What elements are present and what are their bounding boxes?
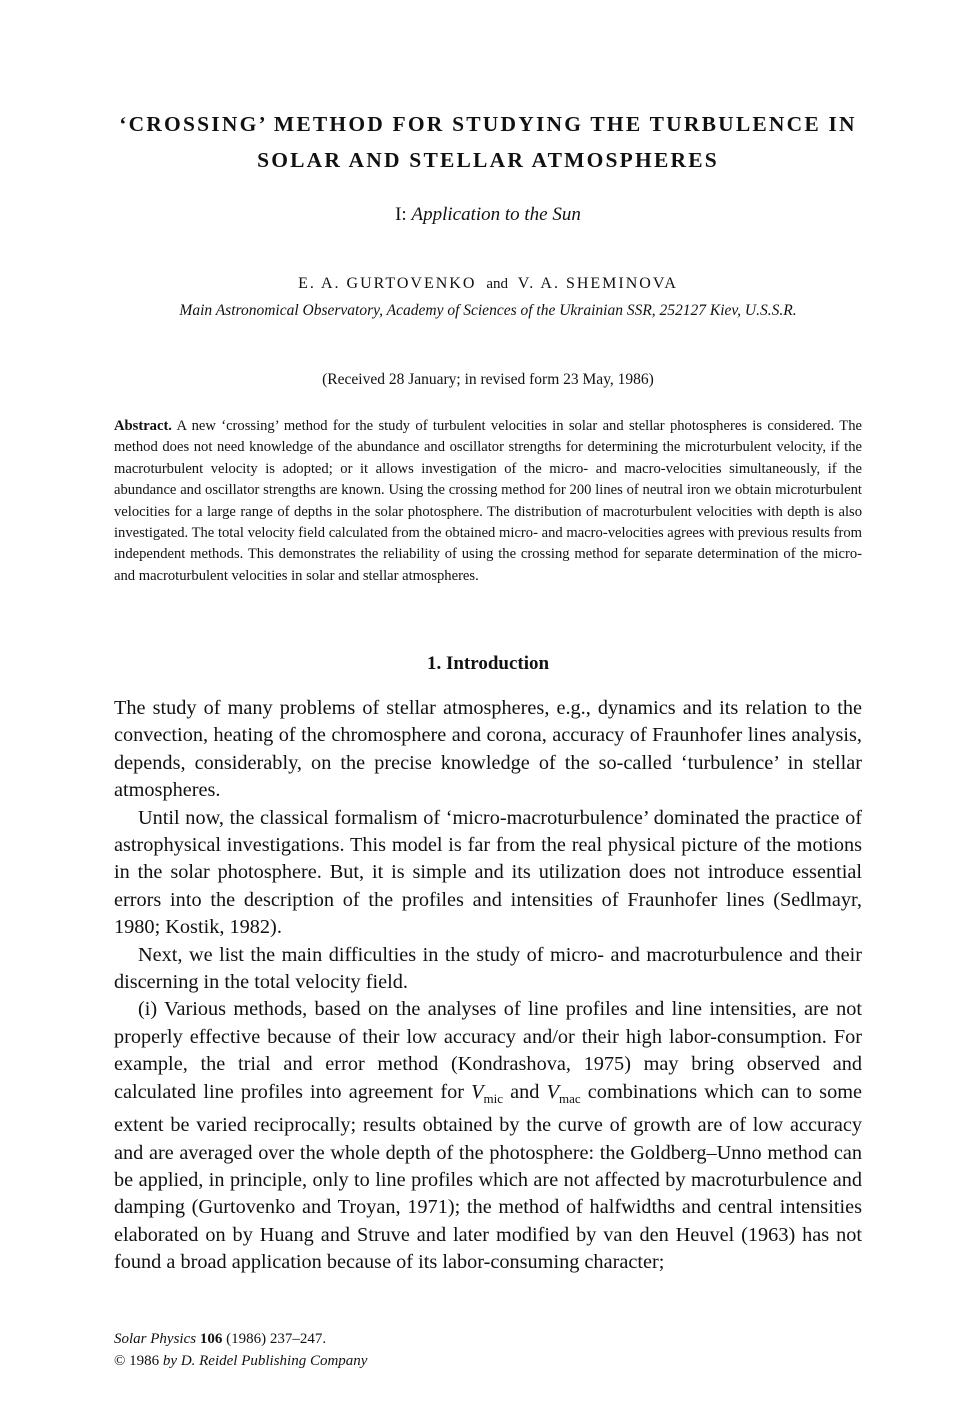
paragraph-2: Until now, the classical formalism of ‘micro-macroturbulence’ dominated the practice of astrophysical investigations. This model is far from the real physical picture of the motions in the solar photosphere. But, it is simple and its utilization does not introduce essential errors into the description of the profiles and intensities of Fraunhofer lines (Sedlmayr, 1980; Kostik, 1982). [114, 806, 862, 939]
section-body [114, 695, 862, 1277]
footer-journal: Solar Physics [114, 1331, 197, 1347]
paragraph-3: Next, we list the main difficulties in the study of micro- and macroturbulence and their discerning in the total velocity field. [114, 943, 862, 994]
footer-pages: (1986) 237–247. [222, 1331, 327, 1347]
paper-subtitle [100, 202, 876, 228]
v-letter: V [471, 1080, 484, 1103]
author-first: E. A. GURTOVENKO [298, 275, 477, 292]
paragraph-4 [114, 996, 862, 1276]
title-line-2: SOLAR AND STELLAR ATMOSPHERES [257, 148, 719, 172]
footer-volume: 106 [199, 1331, 223, 1347]
author-second: V. A. SHEMINOVA [517, 275, 678, 292]
footer-citation [114, 1328, 367, 1350]
footer-copyright-year: © 1986 [114, 1353, 163, 1369]
paper-title [100, 106, 876, 178]
paragraph-1: The study of many problems of stellar atmospheres, e.g., dynamics and its relation to the convection, heating of the chromosphere and corona, accuracy of Fraunhofer lines analysis, depends, considerably, on the precise knowledge of the so-called ‘turbulence’ in stellar atmospheres. [114, 697, 862, 802]
author-list [100, 272, 876, 296]
received-dates: (Received 28 January; in revised form 23 May, 1986) [322, 371, 654, 388]
v-mic-symbol [471, 1080, 504, 1106]
v-mic-subscript: mic [483, 1090, 504, 1106]
paragraph-4-part-a: (i) Various methods, based on the analyses of line profiles and line intensities, are not properly effective because of their low accuracy and/or their high labor-consumption. For example, the trial and error method (Kondrashova, 1975) may bring observed and calculated line profiles into agreement for [114, 998, 862, 1103]
footer-publisher: by D. Reidel Publishing Company [162, 1353, 368, 1369]
v-letter: V [546, 1080, 559, 1103]
v-mac-symbol [546, 1080, 581, 1106]
abstract-text: A new ‘crossing’ method for the study of turbulent velocities in solar and stellar photospheres is considered. The method does not need knowledge of the abundance and oscillator strengths for determining the microturbulent velocity, if the macroturbulent velocity is adopted; or it allows investigation of the micro- and macro-velocities simultaneously, if the abundance and oscillator strengths are known. Using the crossing method for 200 lines of neutral iron we obtain microturbulent velocities for a large range of depths in the solar photosphere. The distribution of macroturbulent velocities with depth is also investigated. The total velocity field calculated from the obtained micro- and macro-velocities agrees with previous results from independent methods. This demonstrates the reliability of using the crossing method for separate determination of the micro- and macroturbulent velocities in solar and stellar atmospheres. [114, 418, 862, 584]
abstract-label: Abstract. [114, 418, 172, 434]
page-footer [114, 1328, 367, 1372]
author-conjunction: and [486, 276, 509, 292]
author-affiliation: Main Astronomical Observatory, Academy of Sciences of the Ukrainian SSR, 252127 Kiev, U.S.S.R. [179, 302, 797, 319]
section-heading: 1. Introduction [426, 653, 550, 674]
paragraph-4-part-b: combinations which can to some extent be varied reciprocally; results obtained by the curve of growth are of low accuracy and are averaged over the whole depth of the photosphere: the Goldberg–Unno method can be applied, in principle, only to line profiles which are not affected by macroturbulence and damping (Gurtovenko and Troyan, 1971); the method of halfwidths and central intensities elaborated on by Huang and Struve and later modified by van den Heuvel (1963) has not found a broad application because of its labor-consuming character; [114, 1080, 862, 1274]
subtitle-prefix: I: [395, 204, 412, 225]
v-mac-subscript: mac [559, 1090, 581, 1106]
footer-copyright [114, 1350, 367, 1372]
title-line-1: ‘CROSSING’ METHOD FOR STUDYING THE TURBULENCE IN [119, 112, 857, 136]
subtitle-text: Application to the Sun [411, 204, 581, 225]
paragraph-4-and: and [503, 1080, 547, 1103]
abstract [114, 416, 862, 587]
